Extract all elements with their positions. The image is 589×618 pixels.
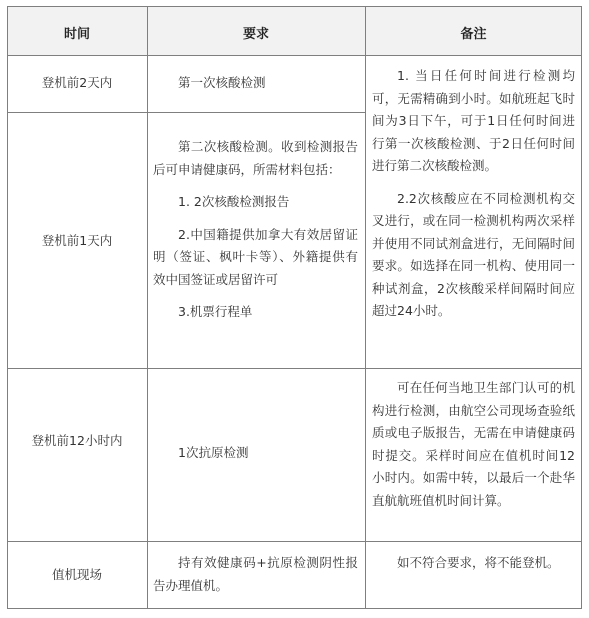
row3-requirement-text: 1次抗原检测	[178, 445, 249, 460]
row2-time: 登机前1天内	[41, 233, 113, 248]
row2-requirement-intro: 第二次核酸检测。收到检测报告后可申请健康码，所需材料包括：	[153, 139, 358, 177]
row4-requirement-text: 持有效健康码+抗原检测阴性报告办理值机。	[153, 555, 358, 593]
row-divider	[7, 541, 582, 542]
table-border-left	[7, 6, 8, 609]
header-time-label: 时间	[63, 27, 90, 42]
table-border-right	[581, 6, 582, 609]
row1-requirement	[153, 72, 355, 95]
requirements-table	[7, 6, 582, 609]
table-border-top	[7, 6, 582, 7]
row1-requirement-text: 第一次核酸检测	[178, 75, 266, 90]
row4-remark	[372, 552, 575, 575]
header-requirement	[147, 6, 365, 55]
row4-time: 值机现场	[51, 567, 102, 582]
header-time	[7, 6, 147, 55]
row2-requirement	[153, 136, 358, 324]
header-requirement-label: 要求	[242, 27, 269, 42]
row4-requirement	[153, 552, 358, 597]
row2-remark	[372, 65, 575, 323]
table-border-bottom	[7, 608, 582, 609]
row2-requirement-item: 2.中国籍提供加拿大有效居留证明（签证、枫叶卡等）、外籍提供有效中国签证或居留许可	[153, 226, 358, 287]
row2-remark-note2: 2.2次核酸应在不同检测机构交叉进行，或在同一检测机构两次采样并使用不同试剂盒进行，无间隔时间要求。如选择在同一机构、使用同一种试剂盒，2次核酸采样间隔时间应超过24小时。	[372, 190, 575, 318]
column-divider	[365, 6, 366, 609]
row-divider	[7, 55, 582, 56]
row1-time: 登机前2天内	[41, 75, 113, 90]
header-remark	[365, 6, 582, 55]
row2-remark-note1: 1. 当日任何时间进行检测均可，无需精确到小时。如航班起飞时间为3日下午，可于1日任何时间进行第一次核酸检测、于2日任何时间进行第二次核酸检测。	[372, 68, 575, 173]
row4-remark-text: 如不符合要求，将不能登机。	[397, 555, 560, 570]
requirement-cell-divider	[147, 112, 365, 113]
row3-time: 登机前12小时内	[31, 433, 123, 448]
time-cell-divider	[7, 112, 147, 113]
row2-requirement-item: 1. 2次核酸检测报告	[178, 194, 290, 209]
row3-remark-text: 可在任何当地卫生部门认可的机构进行检测，由航空公司现场查验纸质或电子版报告，无需在申请健康码时提交。采样时间应在值机时间12小时内。如需中转，以最后一个赴华直航航班值机时间计算。	[372, 380, 575, 508]
row3-requirement	[153, 442, 355, 465]
row3-remark	[372, 377, 575, 512]
row-divider	[7, 368, 582, 369]
column-divider	[147, 6, 148, 609]
row2-requirement-item: 3.机票行程单	[178, 304, 253, 319]
header-remark-label: 备注	[460, 27, 487, 42]
